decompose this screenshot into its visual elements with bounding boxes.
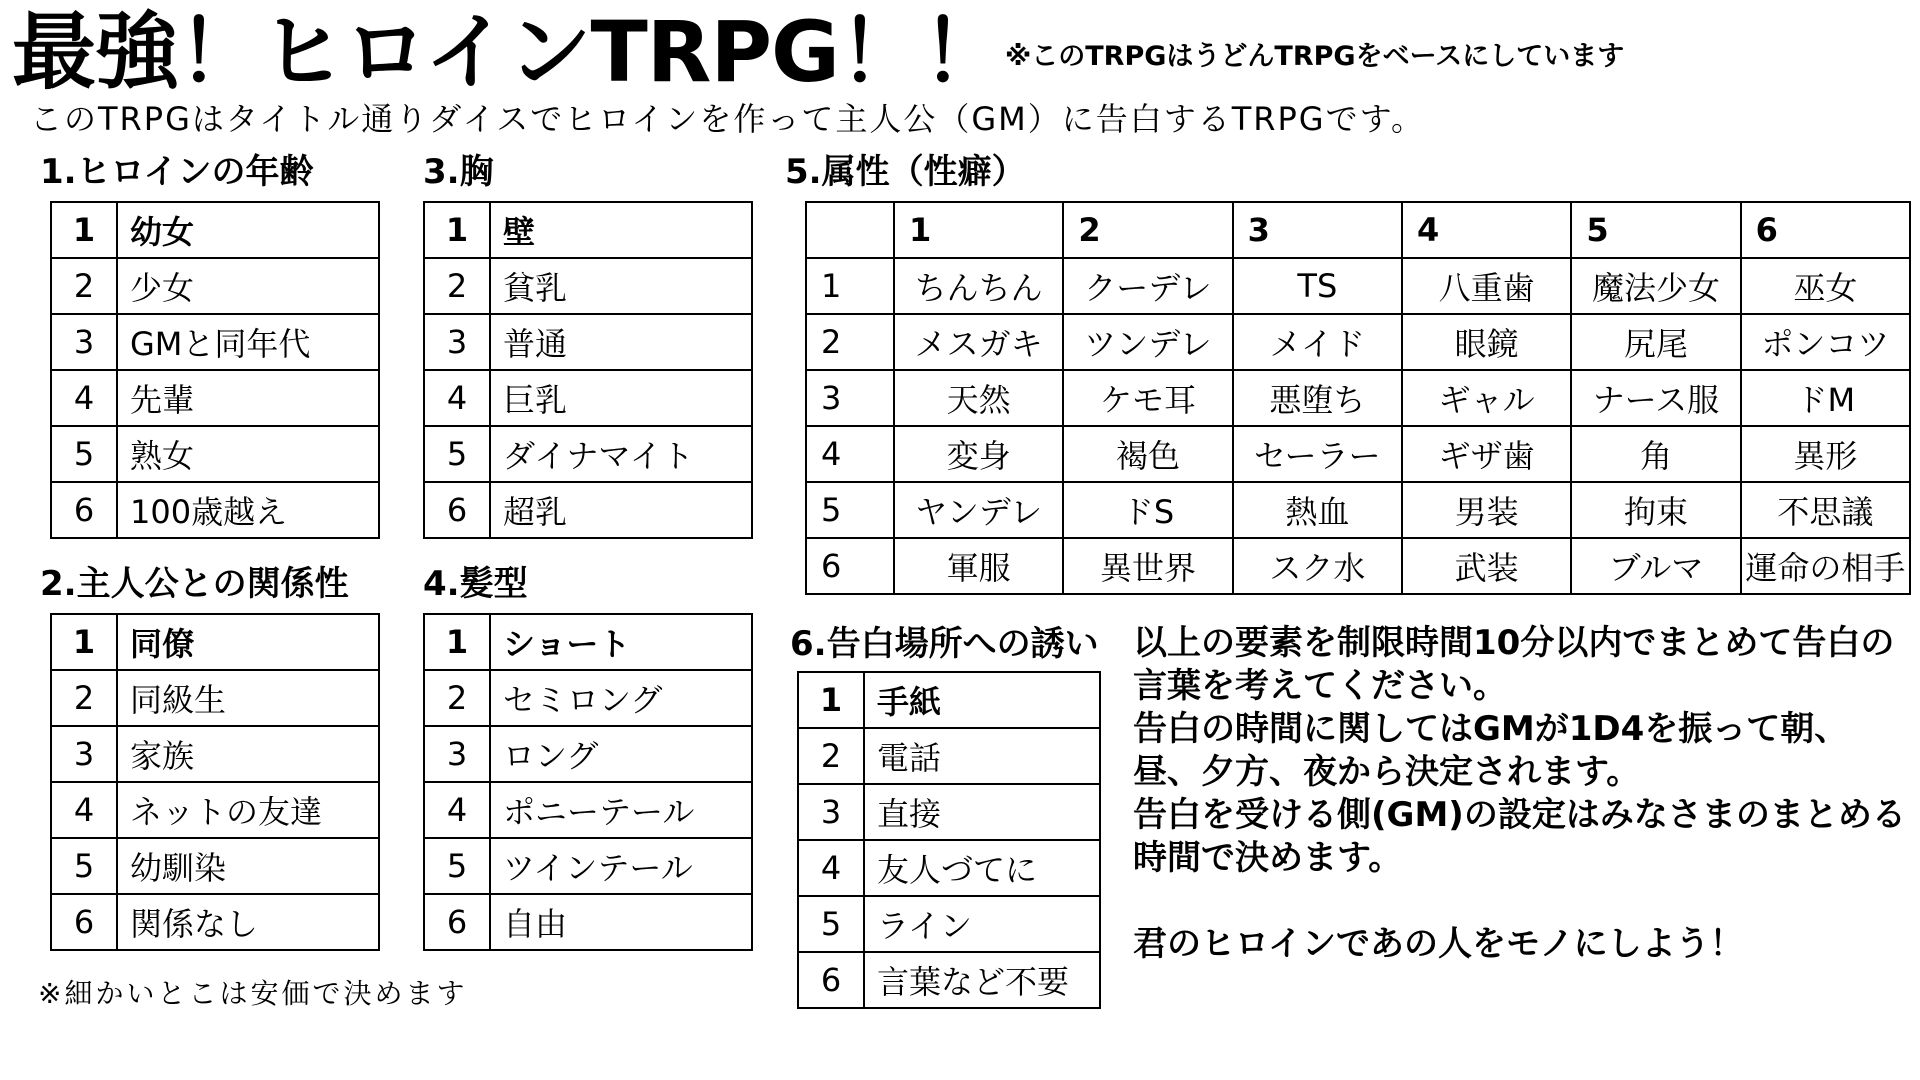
roll-result: 100歳越え	[117, 482, 379, 538]
roll-result: 電話	[864, 728, 1100, 784]
table-invitation	[797, 671, 1101, 1009]
table-row	[51, 838, 379, 894]
table-row	[424, 894, 752, 950]
roll-result: 貧乳	[490, 258, 752, 314]
footnote: ※細かいとこは安価で決めます	[38, 977, 468, 1010]
roll-result: 自由	[490, 894, 752, 950]
roll-number: 2	[798, 728, 864, 784]
column-header: 2	[1063, 202, 1232, 258]
instruction-3: 告白を受ける側(GM)の設定はみなさまのまとめる時間で決めます。	[1133, 795, 1906, 878]
roll-number: 3	[51, 314, 117, 370]
roll-number: 3	[51, 726, 117, 782]
attribute-cell: スク水	[1233, 538, 1402, 594]
row-number: 5	[806, 482, 894, 538]
attribute-cell: 天然	[894, 370, 1063, 426]
attribute-cell: 尻尾	[1571, 314, 1740, 370]
instruction-2: 告白の時間に関してはGMが1D4を振って朝、昼、夕方、夜から決定されます。	[1133, 709, 1849, 792]
table-row	[424, 482, 752, 538]
attribute-cell: ギザ歯	[1402, 426, 1571, 482]
column-header: 3	[1233, 202, 1402, 258]
roll-number: 4	[798, 840, 864, 896]
table-row	[424, 426, 752, 482]
roll-result: 少女	[117, 258, 379, 314]
table-heroine-age	[50, 201, 380, 539]
attribute-cell: 異形	[1741, 426, 1910, 482]
attribute-cell: 八重歯	[1402, 258, 1571, 314]
attribute-cell: 異世界	[1063, 538, 1232, 594]
table-row	[806, 314, 1910, 370]
attribute-cell: セーラー	[1233, 426, 1402, 482]
roll-number: 1	[424, 614, 490, 670]
attribute-cell: ポンコツ	[1741, 314, 1910, 370]
attribute-cell: ヤンデレ	[894, 482, 1063, 538]
roll-number: 6	[51, 482, 117, 538]
column-header: 5	[1571, 202, 1740, 258]
roll-number: 3	[798, 784, 864, 840]
table-row	[806, 538, 1910, 594]
roll-number: 3	[424, 314, 490, 370]
roll-number: 2	[51, 258, 117, 314]
roll-result: 巨乳	[490, 370, 752, 426]
table-row	[424, 370, 752, 426]
table-row	[51, 426, 379, 482]
table-row	[806, 258, 1910, 314]
instructions	[1133, 622, 1913, 966]
roll-number: 6	[424, 894, 490, 950]
roll-number: 5	[51, 838, 117, 894]
attribute-cell: 運命の相手	[1741, 538, 1910, 594]
roll-result: セミロング	[490, 670, 752, 726]
header-row	[806, 202, 1910, 258]
attribute-cell: ギャル	[1402, 370, 1571, 426]
table-row	[51, 782, 379, 838]
attribute-cell: 拘束	[1571, 482, 1740, 538]
roll-number: 1	[798, 672, 864, 728]
roll-result: ネットの友達	[117, 782, 379, 838]
roll-result: 幼馴染	[117, 838, 379, 894]
roll-result: ライン	[864, 896, 1100, 952]
table-row	[51, 202, 379, 258]
table-row	[424, 202, 752, 258]
attribute-cell: 不思議	[1741, 482, 1910, 538]
roll-number: 1	[424, 202, 490, 258]
column-header	[806, 202, 894, 258]
attribute-cell: ツンデレ	[1063, 314, 1232, 370]
attribute-cell: 巫女	[1741, 258, 1910, 314]
instruction-4: 君のヒロインであの人をモノにしよう！	[1133, 924, 1744, 964]
roll-result: 幼女	[117, 202, 379, 258]
attribute-cell: ナース服	[1571, 370, 1740, 426]
section-6-title: 6.告白場所への誘い	[790, 624, 1099, 664]
roll-result: 壁	[490, 202, 752, 258]
attribute-cell: ブルマ	[1571, 538, 1740, 594]
attribute-cell: 眼鏡	[1402, 314, 1571, 370]
row-number: 6	[806, 538, 894, 594]
roll-number: 2	[51, 670, 117, 726]
table-row	[424, 726, 752, 782]
roll-number: 1	[51, 614, 117, 670]
table-relationship	[50, 613, 380, 951]
table-row	[51, 614, 379, 670]
attribute-cell: ケモ耳	[1063, 370, 1232, 426]
section-2-title: 2.主人公との関係性	[40, 564, 349, 604]
table-row	[424, 314, 752, 370]
roll-result: ショート	[490, 614, 752, 670]
attribute-cell: メスガキ	[894, 314, 1063, 370]
attribute-cell: クーデレ	[1063, 258, 1232, 314]
table-row	[51, 726, 379, 782]
roll-result: ポニーテール	[490, 782, 752, 838]
table-row	[51, 258, 379, 314]
attribute-cell: ドS	[1063, 482, 1232, 538]
intro-text: このTRPGはタイトル通りダイスでヒロインを作って主人公（GM）に告白するTRPGです。	[30, 100, 1426, 138]
table-row	[424, 258, 752, 314]
roll-number: 4	[51, 370, 117, 426]
attribute-cell: 悪堕ち	[1233, 370, 1402, 426]
attribute-cell: 角	[1571, 426, 1740, 482]
roll-number: 4	[424, 370, 490, 426]
roll-result: 手紙	[864, 672, 1100, 728]
column-header: 6	[1741, 202, 1910, 258]
table-row	[51, 670, 379, 726]
roll-number: 1	[51, 202, 117, 258]
roll-number: 6	[424, 482, 490, 538]
section-5-title: 5.属性（性癖）	[785, 152, 1026, 192]
row-number: 4	[806, 426, 894, 482]
roll-number: 6	[51, 894, 117, 950]
roll-number: 4	[424, 782, 490, 838]
table-row	[51, 314, 379, 370]
table-row	[424, 670, 752, 726]
roll-number: 2	[424, 670, 490, 726]
roll-result: ロング	[490, 726, 752, 782]
roll-result: ツインテール	[490, 838, 752, 894]
roll-number: 5	[424, 838, 490, 894]
roll-result: 家族	[117, 726, 379, 782]
table-row	[798, 784, 1100, 840]
attribute-cell: メイド	[1233, 314, 1402, 370]
attribute-cell: 男装	[1402, 482, 1571, 538]
roll-result: 超乳	[490, 482, 752, 538]
table-row	[798, 896, 1100, 952]
column-header: 1	[894, 202, 1063, 258]
table-row	[798, 672, 1100, 728]
roll-result: 言葉など不要	[864, 952, 1100, 1008]
table-attributes	[805, 201, 1911, 595]
roll-number: 6	[798, 952, 864, 1008]
roll-result: 普通	[490, 314, 752, 370]
column-header: 4	[1402, 202, 1571, 258]
page-title: 最強！ヒロインTRPG！！	[12, 3, 1005, 101]
table-row	[51, 370, 379, 426]
base-note: ※このTRPGはうどんTRPGをベースにしています	[1005, 41, 1625, 72]
attribute-cell: 魔法少女	[1571, 258, 1740, 314]
attribute-cell: 褐色	[1063, 426, 1232, 482]
row-number: 2	[806, 314, 894, 370]
table-row	[806, 426, 1910, 482]
table-row	[798, 728, 1100, 784]
roll-result: ダイナマイト	[490, 426, 752, 482]
table-hairstyle	[423, 613, 753, 951]
row-number: 3	[806, 370, 894, 426]
table-row	[424, 838, 752, 894]
attribute-cell: 軍服	[894, 538, 1063, 594]
table-row	[424, 614, 752, 670]
table-chest	[423, 201, 753, 539]
attribute-cell: 武装	[1402, 538, 1571, 594]
roll-number: 2	[424, 258, 490, 314]
roll-number: 3	[424, 726, 490, 782]
table-row	[424, 782, 752, 838]
attribute-cell: TS	[1233, 258, 1402, 314]
roll-result: 直接	[864, 784, 1100, 840]
roll-number: 5	[424, 426, 490, 482]
roll-number: 4	[51, 782, 117, 838]
roll-result: 同僚	[117, 614, 379, 670]
roll-result: 先輩	[117, 370, 379, 426]
roll-result: GMと同年代	[117, 314, 379, 370]
roll-number: 5	[798, 896, 864, 952]
attribute-cell: ちんちん	[894, 258, 1063, 314]
roll-result: 関係なし	[117, 894, 379, 950]
attribute-cell: 変身	[894, 426, 1063, 482]
table-row	[51, 482, 379, 538]
table-row	[806, 482, 1910, 538]
row-number: 1	[806, 258, 894, 314]
attribute-cell: ドM	[1741, 370, 1910, 426]
roll-number: 5	[51, 426, 117, 482]
attribute-cell: 熱血	[1233, 482, 1402, 538]
section-3-title: 3.胸	[423, 152, 494, 192]
section-1-title: 1.ヒロインの年齢	[40, 152, 314, 192]
section-4-title: 4.髪型	[423, 564, 528, 604]
roll-result: 友人づてに	[864, 840, 1100, 896]
roll-result: 同級生	[117, 670, 379, 726]
table-row	[798, 840, 1100, 896]
table-row	[798, 952, 1100, 1008]
table-row	[806, 370, 1910, 426]
roll-result: 熟女	[117, 426, 379, 482]
instruction-1: 以上の要素を制限時間10分以内でまとめて告白の言葉を考えてください。	[1133, 623, 1895, 706]
table-row	[51, 894, 379, 950]
